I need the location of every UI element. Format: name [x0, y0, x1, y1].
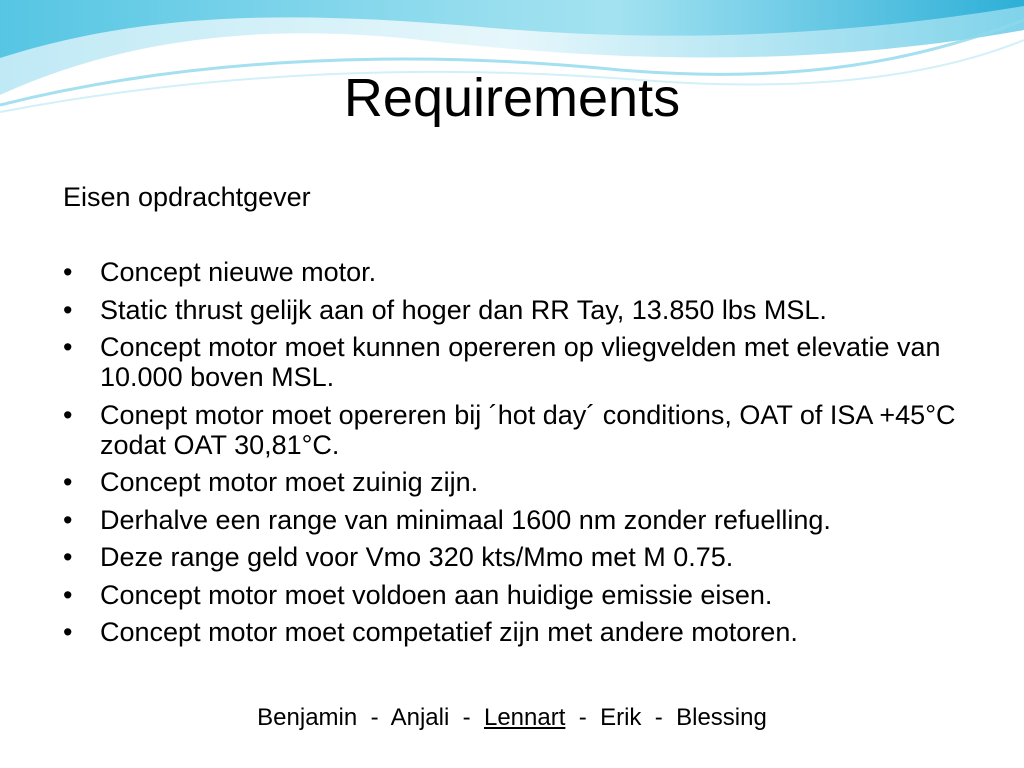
list-item-text: Concept nieuwe motor.	[100, 257, 377, 287]
bullet-icon: •	[63, 332, 73, 362]
bullet-icon: •	[63, 542, 73, 572]
list-item-text: Concept motor moet voldoen aan huidige emissie eisen.	[100, 579, 773, 610]
author-name: Erik	[600, 704, 642, 731]
list-item-text: Static thrust gelijk aan of hoger dan RR Tay, 13.850 lbs MSL.	[100, 294, 827, 325]
footer-separator: -	[370, 704, 379, 731]
bullet-icon: •	[63, 617, 73, 647]
list-item	[63, 257, 963, 287]
author-name: Anjali	[390, 704, 450, 731]
footer-separator: -	[654, 704, 663, 731]
list-item	[63, 295, 963, 325]
bullet-icon: •	[63, 467, 73, 497]
bullet-icon: •	[63, 257, 73, 287]
footer-separator: -	[462, 704, 471, 731]
list-item	[63, 400, 963, 460]
slide-title: Requirements	[343, 68, 681, 128]
list-item-text: Concept motor moet kunnen opereren op vliegvelden met elevatie van 10.000 boven MSL.	[100, 332, 941, 392]
list-item	[63, 467, 963, 497]
list-item-text: Deze range geld voor Vmo 320 kts/Mmo met M 0.75.	[100, 542, 734, 572]
list-item	[63, 617, 963, 647]
author-name-link[interactable]: Lennart	[483, 704, 566, 731]
author-name: Blessing	[676, 704, 767, 731]
bullet-icon: •	[63, 294, 73, 325]
footer-separator: -	[578, 704, 587, 731]
footer-authors	[0, 704, 1024, 732]
list-item	[63, 580, 963, 610]
list-item-text: Conept motor moet opereren bij ´hot day´ conditions, OAT of ISA +45°C zodat OAT 30,81°C.	[100, 399, 956, 460]
list-item	[63, 505, 963, 535]
list-item-text: Concept motor moet competatief zijn met andere motoren.	[100, 617, 798, 647]
list-item	[63, 332, 963, 392]
list-item-text: Concept motor moet zuinig zijn.	[100, 467, 479, 497]
author-name: Benjamin	[257, 704, 358, 731]
slide-subtitle: Eisen opdrachtgever	[63, 182, 311, 212]
requirements-list	[63, 257, 963, 655]
list-item-text: Derhalve een range van minimaal 1600 nm zonder refuelling.	[100, 504, 831, 535]
bullet-icon: •	[63, 504, 73, 535]
list-item	[63, 542, 963, 572]
bullet-icon: •	[63, 579, 73, 610]
bullet-icon: •	[63, 399, 73, 430]
